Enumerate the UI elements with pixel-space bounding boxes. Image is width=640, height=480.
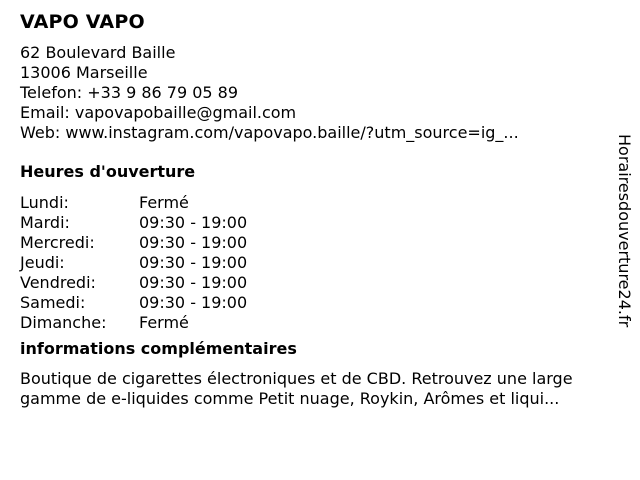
email-line: Email: vapovapobaille@gmail.com — [20, 103, 297, 122]
day-hours: Fermé — [139, 313, 189, 332]
day-hours: 09:30 - 19:00 — [139, 253, 248, 272]
day-label: Jeudi: — [20, 253, 65, 272]
web-line: Web: www.instagram.com/vapovapo.baille/?utm_source=ig_... — [20, 123, 519, 142]
watermark-brand-text: Horairesdouverture24.fr — [615, 134, 634, 328]
additional-info-text: Boutique de cigarettes électroniques et de CBD. Retrouvez une large gamme de e-liquides comme Petit nuage, Roykin, Arômes et liqui... — [20, 369, 573, 408]
day-hours: 09:30 - 19:00 — [139, 233, 248, 252]
phone-line: Telefon: +33 9 86 79 05 89 — [20, 83, 239, 102]
day-hours: 09:30 - 19:00 — [139, 293, 248, 312]
hours-row-mercredi — [20, 233, 610, 253]
address-street: 62 Boulevard Baille — [20, 43, 176, 62]
hours-row-vendredi — [20, 273, 610, 293]
day-label: Dimanche: — [20, 313, 107, 332]
watermark-brand — [614, 134, 634, 346]
business-name: VAPO VAPO — [20, 11, 145, 33]
address-city: 13006 Marseille — [20, 63, 148, 82]
additional-info-heading: informations complémentaires — [20, 339, 297, 358]
day-label: Mercredi: — [20, 233, 95, 252]
hours-row-samedi — [20, 293, 610, 313]
day-hours: 09:30 - 19:00 — [139, 213, 248, 232]
business-card — [20, 10, 610, 409]
day-hours: Fermé — [139, 193, 189, 212]
hours-row-lundi — [20, 193, 610, 213]
hours-row-dimanche — [20, 313, 610, 333]
opening-hours-heading: Heures d'ouverture — [20, 162, 196, 181]
hours-row-mardi — [20, 213, 610, 233]
day-label: Mardi: — [20, 213, 70, 232]
day-label: Lundi: — [20, 193, 69, 212]
contact-block — [20, 43, 610, 143]
day-label: Vendredi: — [20, 273, 96, 292]
day-hours: 09:30 - 19:00 — [139, 273, 248, 292]
hours-row-jeudi — [20, 253, 610, 273]
day-label: Samedi: — [20, 293, 86, 312]
opening-hours-table — [20, 193, 610, 333]
